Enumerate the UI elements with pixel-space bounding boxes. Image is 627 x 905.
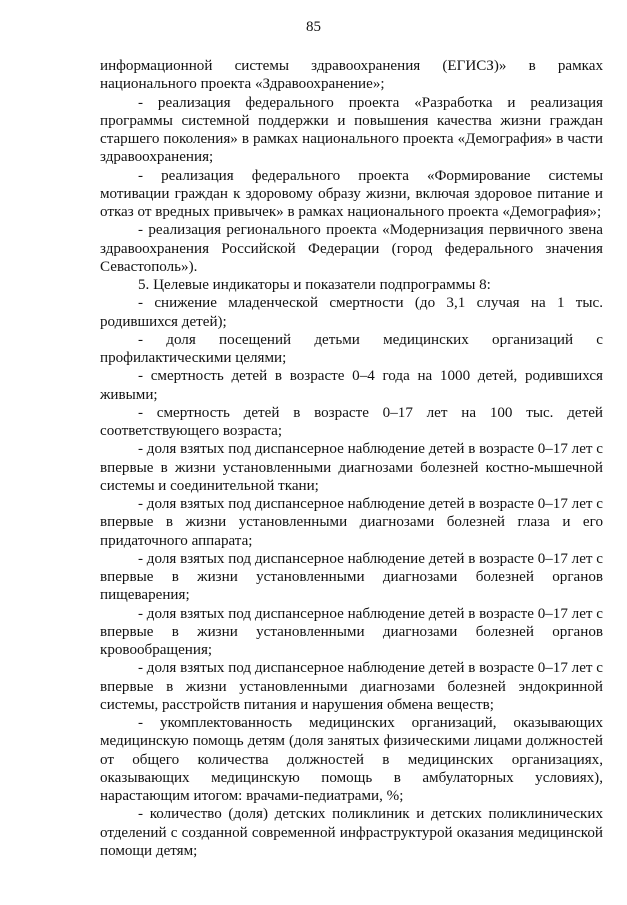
list-item-musculoskeletal: - доля взятых под диспансерное наблюдение детей в возрасте 0–17 лет с впервые в жизни установленными диагнозами болезней костно-мышечной системы и соединительной ткани;	[100, 441, 603, 494]
list-item-endocrine: - доля взятых под диспансерное наблюдение детей в возрасте 0–17 лет с впервые в жизни установленными диагнозами болезней эндокринной системы, расстройств питания и нарушения обмена веществ;	[100, 660, 603, 713]
document-body	[100, 57, 603, 860]
list-item-preventive-visits: - доля посещений детьми медицинских организаций с профилактическими целями;	[100, 331, 603, 366]
list-item-mortality-0-17: - смертность детей в возрасте 0–17 лет на 100 тыс. детей соответствующего возраста;	[100, 404, 603, 439]
list-item-older-generation-project: - реализация федерального проекта «Разработка и реализация программы системной поддержки и повышения качества жизни граждан старшего поколения» в рамках национального проекта «Демография» в части здравоохранения;	[100, 94, 603, 166]
list-item-primary-care-modernization: - реализация регионального проекта «Модернизация первичного звена здравоохранения Российской Федерации (город федерального значения Севастополь»).	[100, 222, 603, 275]
list-item-eye-diseases: - доля взятых под диспансерное наблюдение детей в возрасте 0–17 лет с впервые в жизни установленными диагнозами болезней глаза и его придаточного аппарата;	[100, 496, 603, 549]
page-number: 85	[306, 19, 321, 35]
paragraph-egisz-continuation: информационной системы здравоохранения (ЕГИСЗ)» в рамках национального проекта «Здравоохранение»;	[100, 58, 603, 93]
list-item-infant-mortality: - снижение младенческой смертности (до 3,1 случая на 1 тыс. родившихся детей);	[100, 295, 603, 330]
list-item-digestive: - доля взятых под диспансерное наблюдение детей в возрасте 0–17 лет с впервые в жизни установленными диагнозами болезней органов пищеварения;	[100, 550, 603, 604]
list-item-circulatory: - доля взятых под диспансерное наблюдение детей в возрасте 0–17 лет с впервые в жизни установленными диагнозами болезней органов кровообращения;	[100, 605, 603, 658]
list-item-mortality-0-4: - смертность детей в возрасте 0–4 года на 1000 детей, родившихся живыми;	[100, 368, 603, 403]
list-item-polyclinics: - количество (доля) детских поликлиник и детских поликлинических отделений с созданной современной инфраструктурой оказания медицинской помощи детям;	[100, 806, 603, 859]
list-item-healthy-lifestyle-project: - реализация федерального проекта «Формирование системы мотивации граждан к здоровому образу жизни, включая здоровое питание и отказ от вредных привычек» в рамках национального проекта «Демография»;	[100, 167, 603, 220]
section-heading-target-indicators: 5. Целевые индикаторы и показатели подпрограммы 8:	[138, 277, 491, 293]
list-item-staffing: - укомплектованность медицинских организаций, оказывающих медицинскую помощь детям (доля занятых физическими лицами должностей от общего количества должностей в медицинских организациях, оказывающих медицинскую помощь в амбулаторных условиях), нарастающим итогом: врачами-педиатрами, %;	[100, 715, 603, 804]
